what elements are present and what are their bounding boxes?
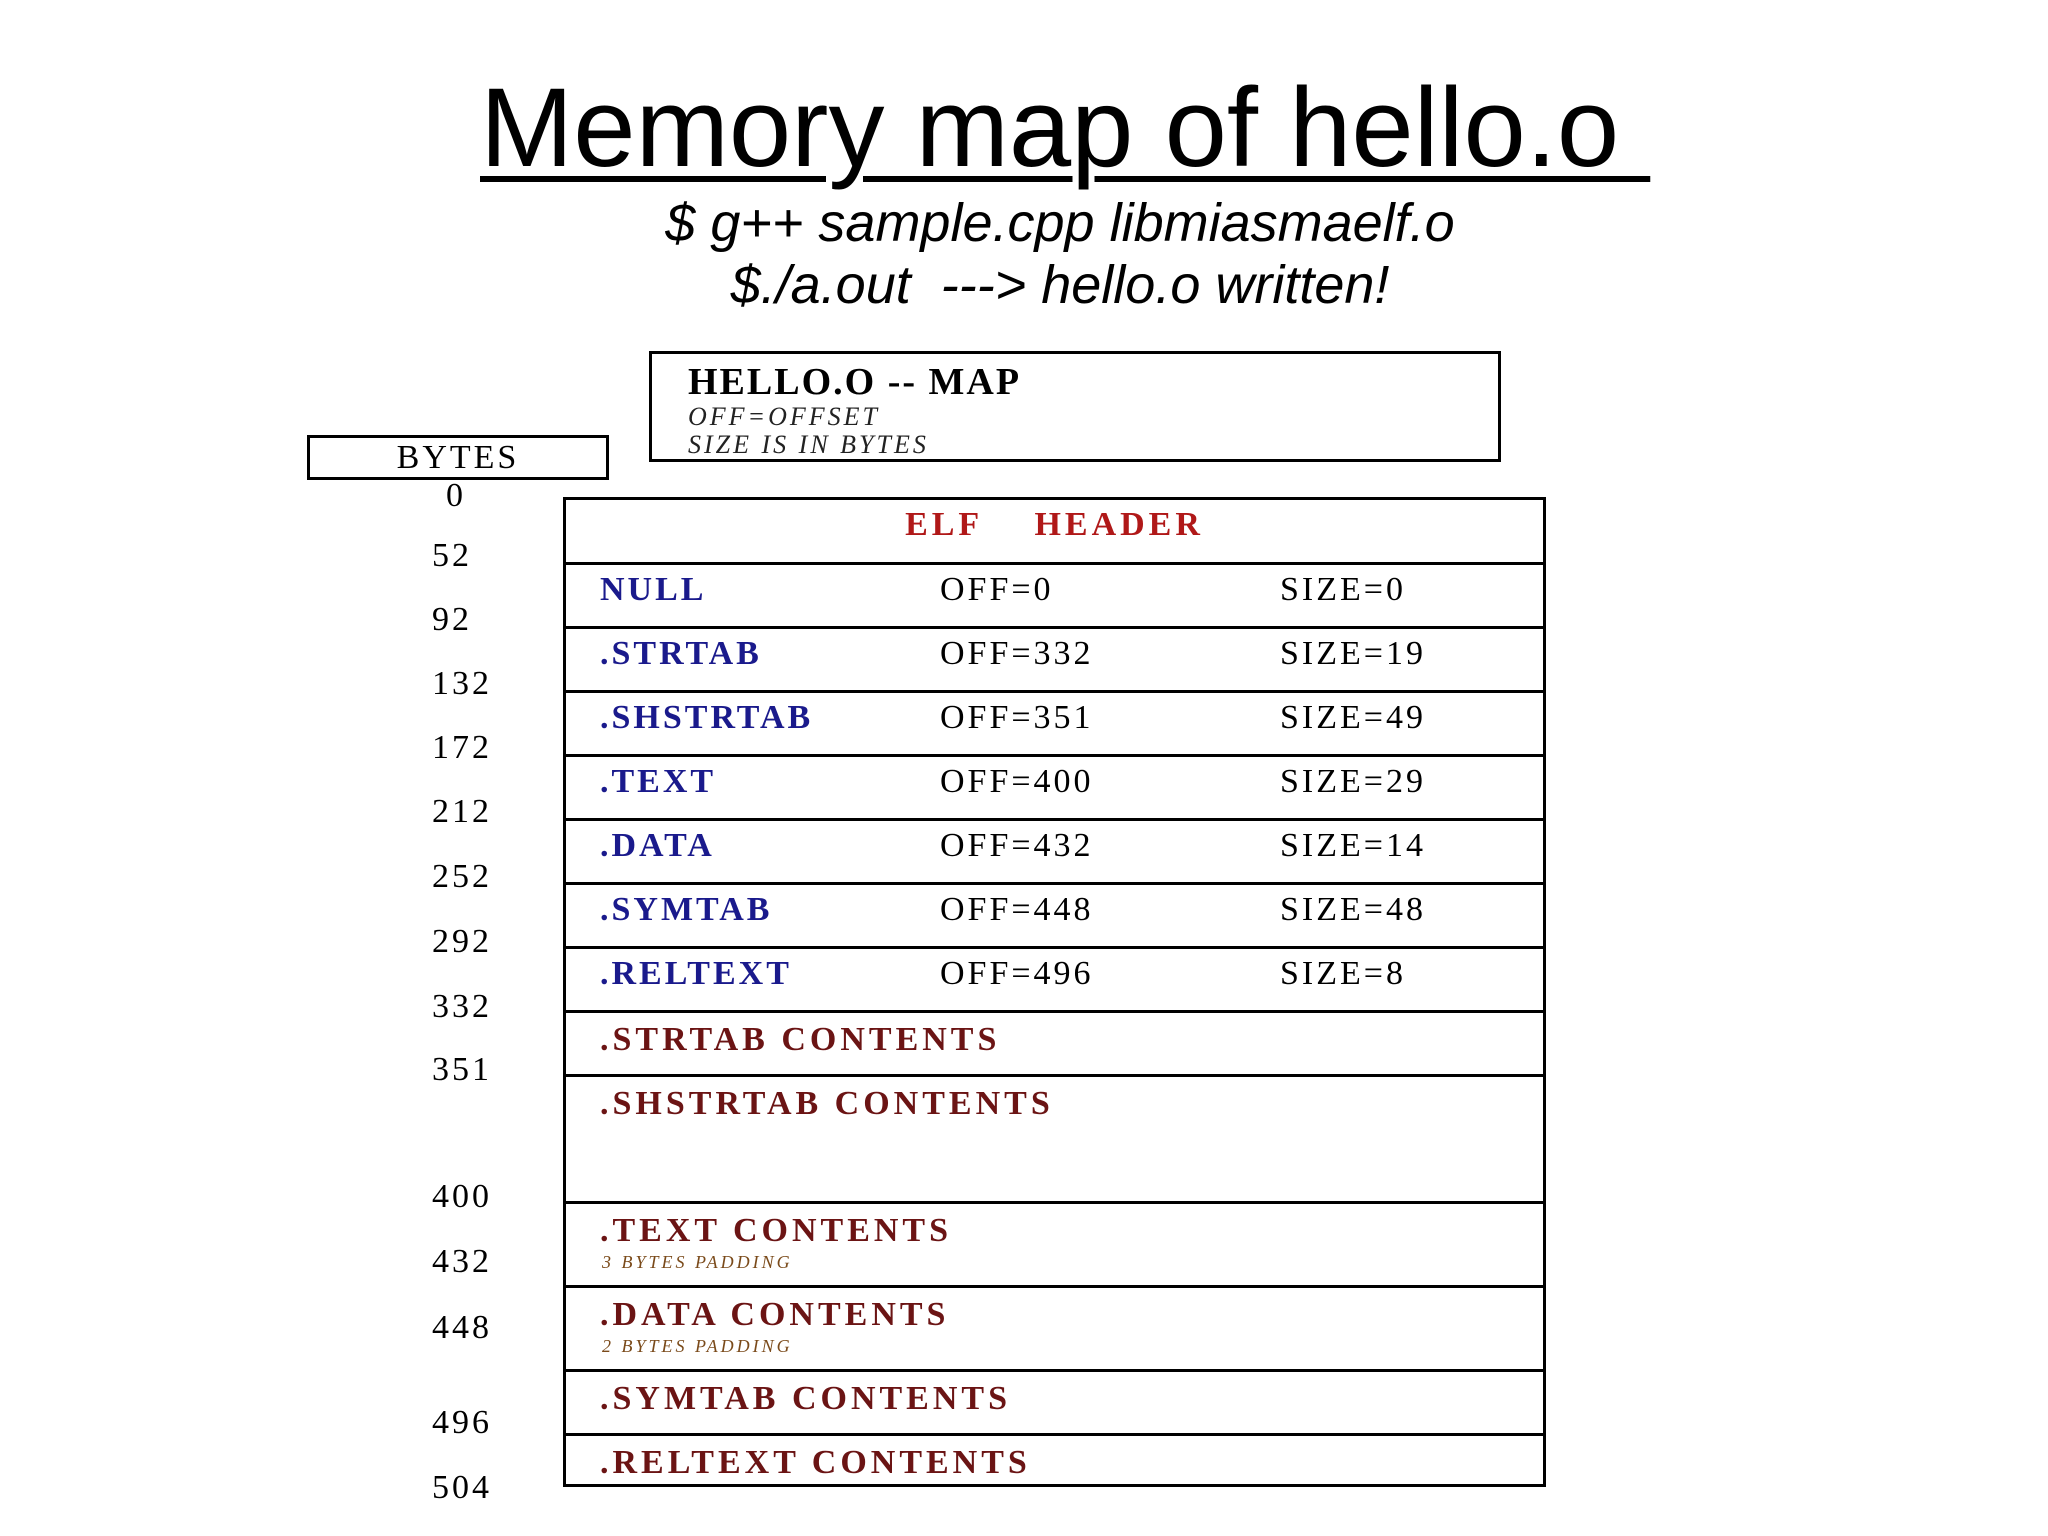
section-offset: OFF=0	[940, 571, 1054, 608]
section-contents-row	[566, 1436, 1543, 1487]
map-legend	[649, 351, 1501, 462]
section-size: SIZE=48	[1280, 891, 1426, 928]
section-offset: OFF=332	[940, 635, 1094, 672]
section-offset: OFF=351	[940, 699, 1094, 736]
offset-label: 332	[432, 988, 492, 1025]
command-line-compile: $ g++ sample.cpp libmiasmaelf.o	[665, 193, 1455, 253]
padding-note: 2 BYTES PADDING	[602, 1336, 793, 1356]
section-header-row	[566, 757, 1543, 821]
section-offset: OFF=448	[940, 891, 1094, 928]
section-header-row	[566, 949, 1543, 1013]
legend-offset-note: OFF=OFFSET	[688, 402, 880, 431]
offset-label: 252	[432, 858, 492, 895]
section-size: SIZE=0	[1280, 571, 1406, 608]
section-header-row	[566, 629, 1543, 693]
section-header-row	[566, 693, 1543, 757]
section-contents-row	[566, 1372, 1543, 1436]
offset-label: 292	[432, 923, 492, 960]
section-name: .STRTAB	[600, 635, 762, 672]
legend-title: HELLO.O -- MAP	[688, 361, 1022, 403]
section-contents-row	[566, 1077, 1543, 1204]
offset-label: 504	[432, 1469, 492, 1506]
section-name: NULL	[600, 571, 707, 608]
section-size: SIZE=8	[1280, 955, 1406, 992]
offset-label: 496	[432, 1404, 492, 1441]
section-name: .DATA	[600, 827, 715, 864]
section-name: .SHSTRTAB	[600, 699, 814, 736]
offset-label: 448	[432, 1309, 492, 1346]
section-size: SIZE=19	[1280, 635, 1426, 672]
offset-label: 132	[432, 665, 492, 702]
section-offset: OFF=400	[940, 763, 1094, 800]
section-size: SIZE=49	[1280, 699, 1426, 736]
section-contents-row	[566, 1013, 1543, 1077]
section-contents-row	[566, 1288, 1543, 1372]
section-header-row	[566, 565, 1543, 629]
page-title: Memory map of hello.o	[480, 65, 1651, 190]
padding-note: 3 BYTES PADDING	[602, 1252, 793, 1272]
contents-label: .SHSTRTAB CONTENTS	[600, 1085, 1054, 1122]
section-size: SIZE=14	[1280, 827, 1426, 864]
contents-label: .RELTEXT CONTENTS	[600, 1444, 1031, 1481]
section-offset: OFF=432	[940, 827, 1094, 864]
offset-label: 52	[432, 537, 472, 574]
command-line-run: $./a.out ---> hello.o written!	[730, 255, 1390, 315]
elf-header-label: ELF HEADER	[905, 506, 1204, 543]
offset-label: 400	[432, 1178, 492, 1215]
section-header-row	[566, 821, 1543, 885]
offset-label: 172	[432, 729, 492, 766]
memory-map	[563, 497, 1546, 1487]
section-header-row	[566, 885, 1543, 949]
contents-label: .SYMTAB CONTENTS	[600, 1380, 1011, 1417]
offset-label: 92	[432, 601, 472, 638]
contents-label: .STRTAB CONTENTS	[600, 1021, 1001, 1058]
legend-size-note: SIZE IS IN BYTES	[688, 430, 929, 459]
section-name: .SYMTAB	[600, 891, 773, 928]
contents-label: .DATA CONTENTS	[600, 1296, 950, 1333]
section-name: .RELTEXT	[600, 955, 792, 992]
bytes-axis-label: BYTES	[307, 435, 609, 480]
contents-label: .TEXT CONTENTS	[600, 1212, 953, 1249]
offset-label: 432	[432, 1243, 492, 1280]
section-offset: OFF=496	[940, 955, 1094, 992]
section-contents-row	[566, 1204, 1543, 1288]
section-size: SIZE=29	[1280, 763, 1426, 800]
offset-label: 212	[432, 793, 492, 830]
section-name: .TEXT	[600, 763, 717, 800]
offset-label: 351	[432, 1051, 492, 1088]
offset-label: 0	[446, 477, 466, 514]
elf-header-row	[566, 500, 1543, 565]
